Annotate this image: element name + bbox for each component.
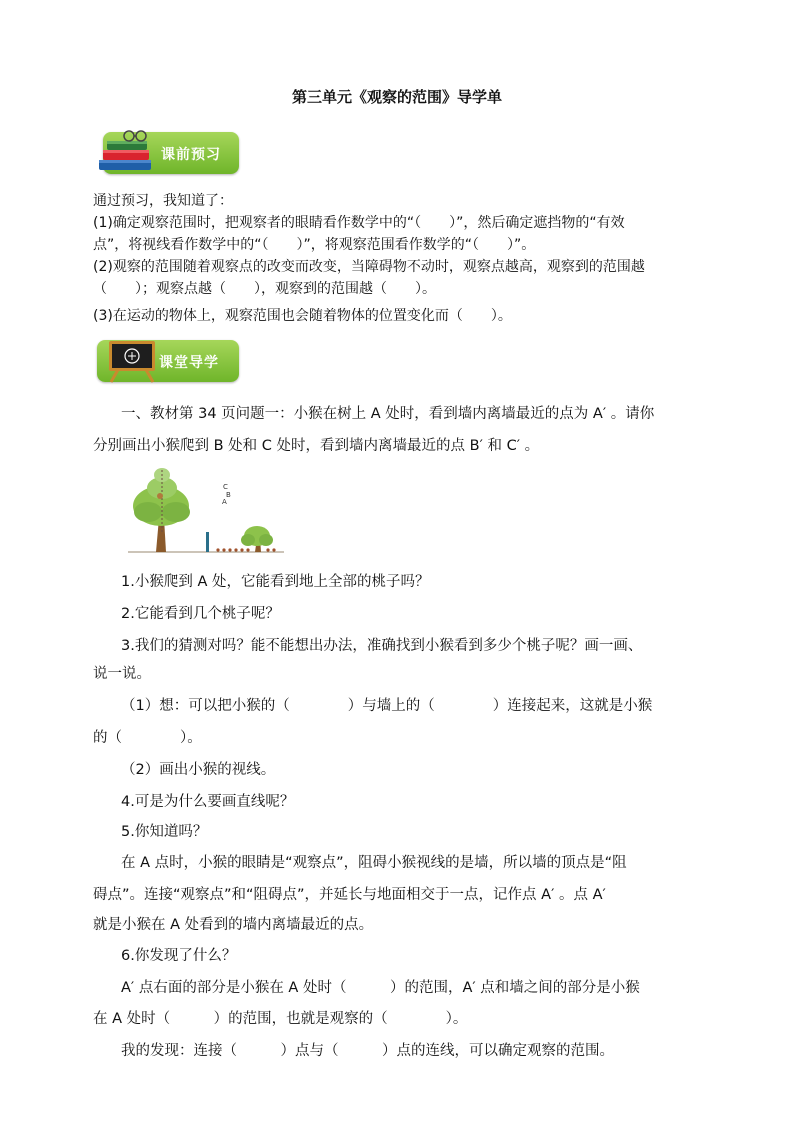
- preview-item-1-line-1: (1)确定观察范围时，把观察者的眼睛看作数学中的“（ ）”，然后确定遮挡物的“有效: [93, 215, 625, 231]
- preview-intro: 通过预习，我知道了：: [93, 193, 233, 209]
- preview-item-1-line-2: 点”，将视线看作数学中的“（ ）”，将观察范围看作数学的“（ ）”。: [93, 237, 536, 253]
- sub-question-5-paragraph-line-3: 就是小猴在 A 处看到的墙内离墙最近的点。: [93, 917, 374, 933]
- sub-question-6-paragraph-line-1: A′ 点右面的部分是小猴在 A 处时（ ）的范围，A′ 点和墙之间的部分是小猴: [121, 980, 640, 996]
- badge-label: 课堂导学: [159, 355, 219, 371]
- sub-question-4: 4.可是为什么要画直线呢？: [121, 794, 295, 810]
- sub-question-6: 6.你发现了什么？: [121, 948, 237, 964]
- sub-question-3-line-2: 说一说。: [93, 666, 151, 682]
- sub-question-3a-line-1: （1）想：可以把小猴的（ ）与墙上的（ ）连接起来，这就是小猴: [121, 698, 653, 714]
- point-label-a: A: [222, 498, 227, 506]
- sub-question-5-paragraph-line-1: 在 A 点时，小猴的眼睛是“观察点”，阻碍小猴视线的是墙，所以墙的顶点是“阻: [121, 855, 627, 871]
- sub-question-3b: （2）画出小猴的视线。: [121, 762, 276, 778]
- sub-question-6-paragraph-line-3: 我的发现：连接（ ）点与（ ）点的连线，可以确定观察的范围。: [121, 1043, 614, 1059]
- preview-item-2-line-1: (2)观察的范围随着观察点的改变而改变，当障碍物不动时，观察点越高，观察到的范围越: [93, 259, 645, 275]
- preview-item-3: (3)在运动的物体上，观察范围也会随着物体的位置变化而（ ）。: [93, 308, 512, 324]
- sub-question-2: 2.它能看到几个桃子呢？: [121, 606, 280, 622]
- sub-question-5-paragraph-line-2: 碍点”。连接“观察点”和“阻碍点”，并延长与地面相交于一点，记作点 A′ 。点 A′: [93, 887, 606, 903]
- sub-question-5: 5.你知道吗？: [121, 824, 208, 840]
- question-1-line-2: 分别画出小猴爬到 B 处和 C 处时，看到墙内离墙最近的点 B′ 和 C′ 。: [93, 438, 540, 454]
- sub-question-6-paragraph-line-2: 在 A 处时（ ）的范围，也就是观察的（ ）。: [93, 1011, 468, 1027]
- classroom-badge: [93, 336, 239, 384]
- blackboard-icon: [105, 338, 159, 384]
- point-label-c: C: [223, 483, 228, 491]
- preview-item-2-line-2: （ ）；观察点越（ ），观察到的范围越（ ）。: [93, 281, 436, 297]
- sub-question-3-line-1: 3.我们的猜测对吗？能不能想出办法，准确找到小猴看到多少个桃子呢？画一画、: [121, 638, 643, 654]
- question-1-line-1: 一、教材第 34 页问题一：小猴在树上 A 处时，看到墙内离墙最近的点为 A′ 。请你: [121, 406, 655, 422]
- sub-question-1: 1.小猴爬到 A 处，它能看到地上全部的桃子吗？: [121, 574, 430, 590]
- page-title: 第三单元《观察的范围》导学单: [291, 88, 502, 106]
- badge-label: 课前预习: [161, 147, 221, 163]
- books-icon: [93, 128, 163, 176]
- point-label-b: B: [226, 491, 231, 499]
- monkey-tree-figure: [126, 466, 286, 558]
- sub-question-3a-line-2: 的（ ）。: [93, 730, 202, 746]
- preview-badge: [93, 128, 239, 176]
